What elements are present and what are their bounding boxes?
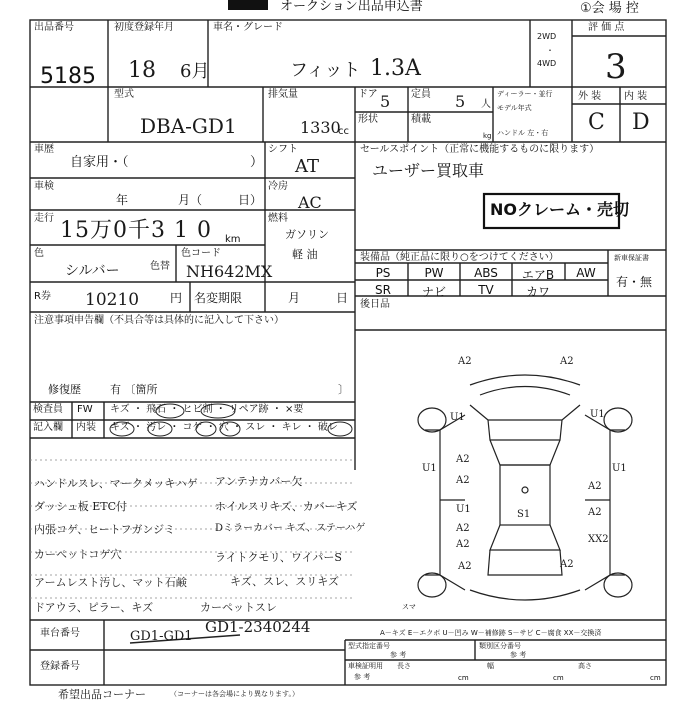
- lot-no: 5185: [40, 64, 96, 89]
- damage-mark: U1: [612, 463, 627, 474]
- usage-close: ）: [250, 155, 264, 170]
- height-unit: cm: [650, 674, 661, 682]
- cc-unit: cc: [338, 126, 349, 137]
- handwritten-note-4: カーペットコゲ穴: [34, 548, 122, 561]
- entry-label: 記入欄: [33, 422, 63, 433]
- handwritten-note-3: 内張コゲ、ヒートフガンジミ: [34, 523, 176, 536]
- cert-label: 車検証明用: [348, 662, 383, 670]
- damage-mark: A2: [456, 539, 470, 550]
- interior-label: 内 装: [624, 91, 648, 102]
- cert-ref: 参 考: [354, 673, 371, 681]
- handwritten-note-5: アームレスト汚し、マット石鹸: [34, 576, 187, 589]
- sales-point-label: セールスポイント（正常に機能するものに限ります）: [360, 144, 600, 155]
- model-year-label: モデル年式: [497, 104, 532, 112]
- equip-sr: SR: [375, 283, 391, 297]
- handwritten-note-12: カーペットスレ: [200, 601, 277, 614]
- score-label: 評 価 点: [588, 22, 625, 33]
- inspector-interior: 内装: [76, 422, 96, 433]
- car-name-label: 車名・グレード: [213, 22, 283, 33]
- chassis-struck: GD1-GD1: [130, 629, 193, 644]
- ac-label: 冷房: [268, 181, 288, 192]
- first-reg-label: 初度登録年月: [114, 22, 174, 33]
- inspection-year: 年: [116, 193, 129, 207]
- damage-mark: A2: [588, 481, 602, 492]
- handwritten-note-2: ダッシュ板 ETC付: [34, 500, 128, 513]
- car-name: フィット: [290, 60, 361, 81]
- fuel-gas: ガソリン: [285, 228, 329, 241]
- handwritten-note-9: Dミラーカバー キズ、ステーハゲ: [215, 523, 366, 534]
- equip-tv: TV: [478, 283, 494, 297]
- interior-grade: D: [632, 110, 650, 135]
- damage-mark: A2: [588, 507, 602, 518]
- color-code-label: 色コード: [181, 248, 221, 259]
- damage-mark: A2: [560, 356, 574, 367]
- fuel-label: 燃料: [268, 213, 288, 224]
- kg-unit: kg: [483, 132, 492, 140]
- venue-control: ①会 場 控: [580, 1, 639, 16]
- handwritten-note-6: ドアウラ、ピラー、キズ: [34, 601, 154, 614]
- length-label: 長さ: [397, 662, 411, 670]
- spec-ref: 参 考: [390, 651, 407, 659]
- capacity-unit: 人: [481, 99, 491, 110]
- width-label: 幅: [487, 662, 494, 670]
- name-change-day: 日: [336, 291, 349, 305]
- color-label: 色: [34, 248, 44, 259]
- lot-no-label: 出品番号: [34, 22, 74, 33]
- repair-label: 修復歴: [48, 383, 81, 396]
- handwritten-note-8: ホイルスリキズ、カバーキズ: [215, 500, 358, 513]
- warranty: 有・無: [616, 275, 653, 289]
- inspector-label: 検査員: [33, 404, 63, 415]
- handwritten-note-10: ライトクモリ、ワイパーS: [215, 551, 342, 564]
- handwritten-note-11: キズ、スレ、スリキズ: [230, 575, 340, 588]
- load-label: 積載: [411, 114, 431, 125]
- mileage-label: 走行: [34, 213, 54, 224]
- rear-items-label: 後日品: [360, 299, 390, 310]
- diagram-small-note: スマ: [402, 603, 416, 611]
- handwritten-note-1: ハンドルスレ、マークメッキハゲ: [34, 477, 198, 490]
- equip-navi: ナビ: [421, 285, 446, 299]
- drive-4wd: 4WD: [537, 59, 557, 68]
- inspector-interior-items: キズ ・ 汚レ ・ コゲ ・ 穴 ・ スレ ・ キレ ・ 破レ: [110, 422, 338, 433]
- car-grade: 1.3A: [370, 56, 421, 81]
- color-code: NH642MX: [186, 262, 273, 281]
- warranty-label: 新車保証書: [614, 254, 649, 262]
- equip-pw: PW: [424, 266, 444, 280]
- name-change-month: 月: [288, 291, 301, 305]
- recycle-label: R券: [34, 291, 51, 302]
- mileage: 15万0千3 1 0: [60, 218, 212, 243]
- repair-close: 〕: [338, 383, 349, 396]
- equip-leather: カワ: [525, 285, 550, 299]
- chassis-label: 車台番号: [40, 628, 80, 639]
- inspection-month: 月（: [178, 193, 203, 207]
- category-label: 類別区分番号: [479, 642, 521, 650]
- drive-2wd: 2WD: [537, 32, 557, 41]
- category-ref: 参 考: [510, 651, 527, 659]
- model: DBA-GD1: [140, 114, 237, 138]
- equip-airbag: エアB: [521, 268, 555, 282]
- drive-dot: ・: [546, 46, 554, 55]
- usage: 自家用・（: [70, 155, 129, 170]
- displacement-label: 排気量: [268, 89, 298, 100]
- first-reg-year: 18: [128, 58, 156, 83]
- km-unit: km: [225, 234, 241, 245]
- length-unit: cm: [458, 674, 469, 682]
- yen-unit: 円: [170, 291, 183, 305]
- inspector-fw: FW: [77, 404, 93, 415]
- exterior-grade: C: [588, 110, 605, 135]
- score: 3: [605, 47, 627, 87]
- exterior-label: 外 装: [578, 91, 602, 102]
- damage-mark: S1: [517, 509, 531, 520]
- no-claim-stamp: NOクレーム・売切: [490, 200, 629, 219]
- footer-corner: 希望出品コーナー: [58, 688, 146, 701]
- first-reg-month: 6月: [180, 61, 210, 82]
- color-change-label: 色替: [150, 261, 170, 272]
- displacement: 1330: [300, 118, 341, 137]
- form-title: オークション出品申込書: [280, 0, 423, 14]
- damage-mark: U1: [450, 412, 465, 423]
- sales-point-note: ユーザー買取車: [372, 161, 485, 180]
- ac: AC: [298, 193, 322, 212]
- shift: AT: [295, 156, 320, 177]
- inspection-day: 日）: [238, 193, 263, 207]
- damage-mark: A2: [456, 454, 470, 465]
- capacity-label: 定員: [411, 89, 431, 100]
- inspection-label: 車検: [34, 181, 54, 192]
- damage-mark: U1: [456, 504, 471, 515]
- equip-ps: PS: [375, 266, 391, 280]
- inspector-fw-items: キズ ・ 飛石 ・ ヒビ割 ・ リペア跡 ・ ×要: [110, 404, 304, 415]
- damage-mark: A2: [456, 475, 470, 486]
- equipment-label: 装備品（純正品に限り○をつけてください）: [360, 252, 559, 263]
- registration-label: 登録番号: [40, 661, 80, 672]
- repair-value: 有 〔箇所: [110, 383, 158, 396]
- damage-mark: U1: [590, 409, 605, 420]
- spec-label: 型式指定番号: [348, 642, 390, 650]
- handwritten-note-7: アンテナカバー欠: [215, 475, 303, 488]
- height-label: 高さ: [578, 662, 592, 670]
- width-unit: cm: [553, 674, 564, 682]
- usage-label: 車歴: [34, 144, 54, 155]
- capacity: 5: [455, 92, 466, 111]
- chassis-number: GD1-2340244: [205, 618, 311, 636]
- equip-aw: AW: [576, 266, 596, 280]
- name-change-label: 名変期限: [194, 291, 243, 305]
- shape-label: 形状: [358, 114, 378, 125]
- color: シルバー: [65, 263, 120, 279]
- damage-mark: A2: [560, 559, 574, 570]
- model-label: 型式: [114, 89, 134, 100]
- damage-legend: A－キズ E－エクボ U－凹み W－補修跡 S－サビ C－腐食 XX－交換済: [380, 629, 602, 637]
- footer-corner-note: （コーナーは各会場により異なります。）: [170, 690, 299, 698]
- damage-mark: A2: [458, 356, 472, 367]
- damage-mark: XX2: [588, 534, 609, 545]
- equip-abs: ABS: [474, 266, 498, 280]
- handle-label: ハンドル 左・右: [497, 129, 549, 137]
- shift-label: シフト: [268, 144, 298, 155]
- damage-mark: A2: [458, 561, 472, 572]
- notes-label: 注意事項申告欄（不具合等は具体的に記入して下さい）: [34, 315, 284, 326]
- damage-mark: U1: [422, 463, 437, 474]
- recycle-amount: 10210: [85, 290, 140, 310]
- damage-mark: A2: [456, 523, 470, 534]
- doors: 5: [380, 92, 391, 111]
- doors-label: ドア: [358, 89, 378, 100]
- fuel-diesel: 軽 油: [292, 248, 318, 261]
- dealer-label: ディーラー・並行: [497, 90, 553, 98]
